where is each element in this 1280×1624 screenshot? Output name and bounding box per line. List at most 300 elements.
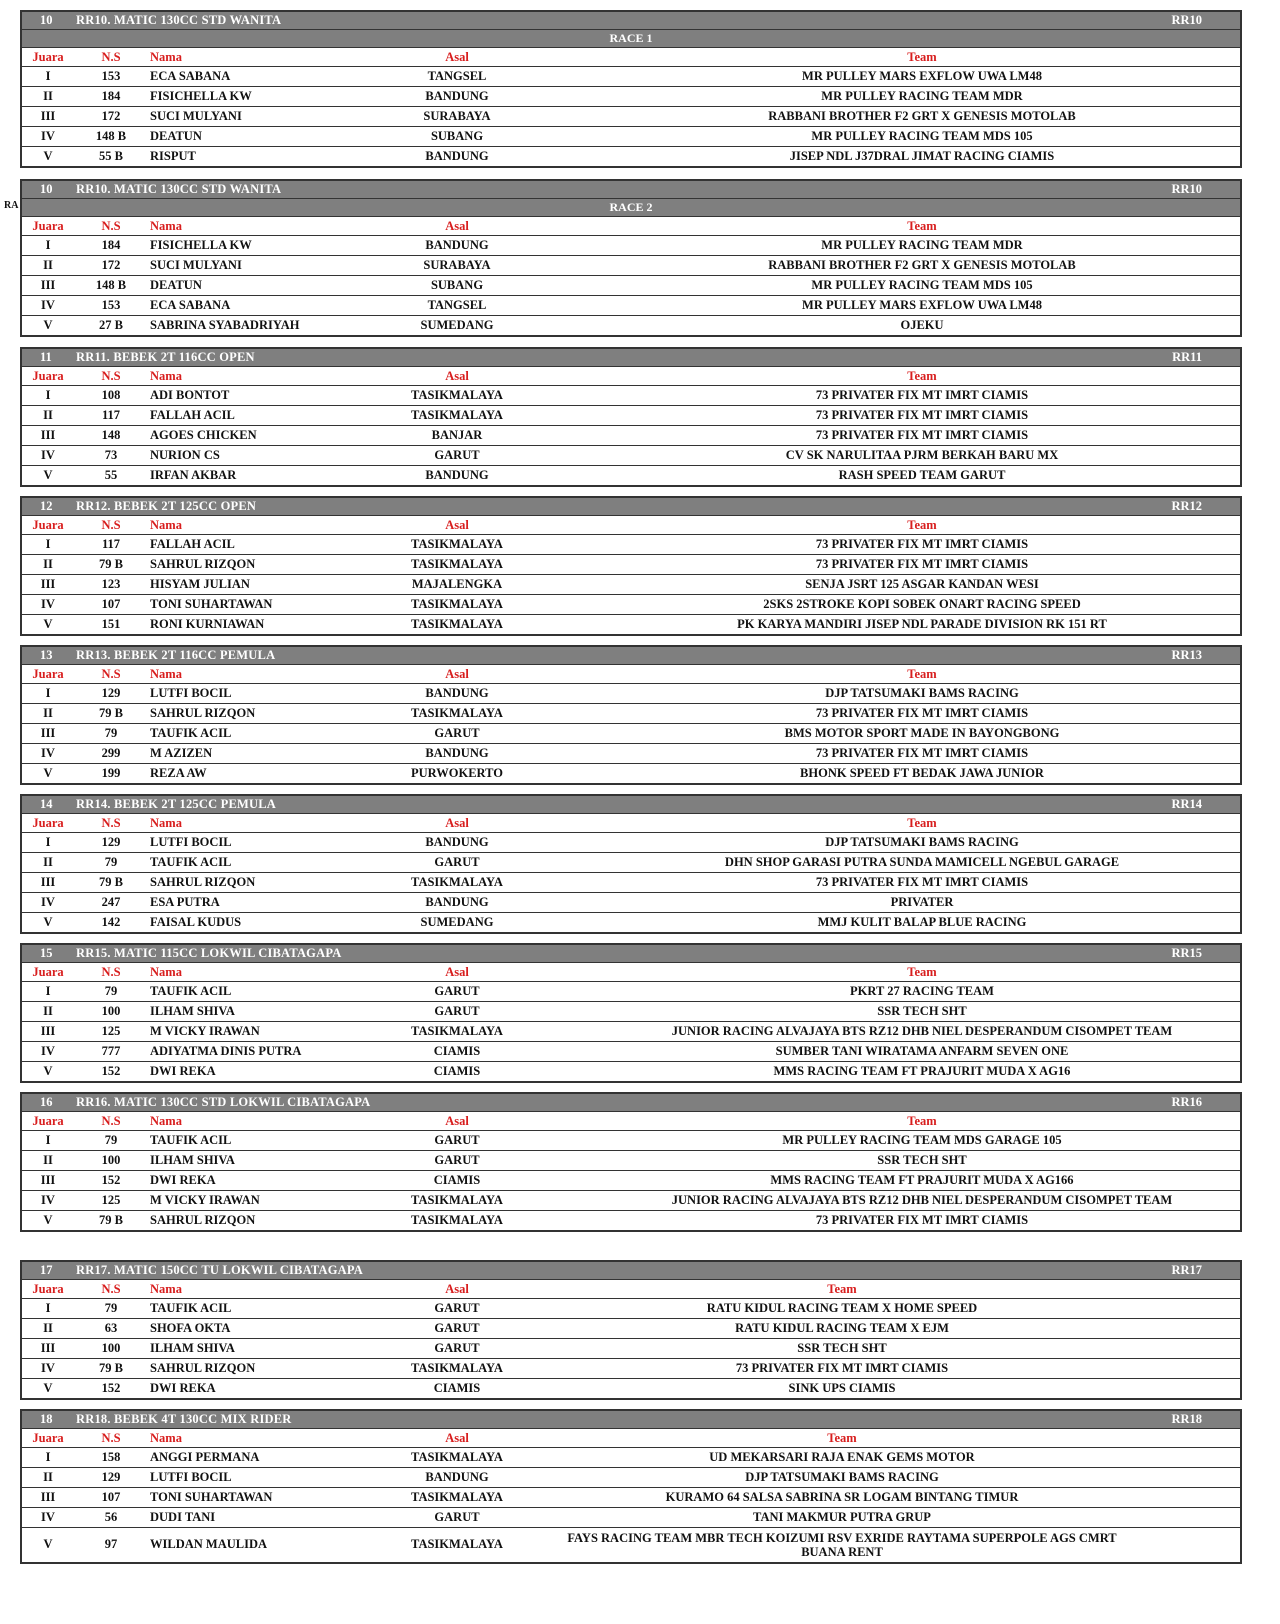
cell-juara: II <box>43 557 53 571</box>
cell-juara: IV <box>41 129 55 143</box>
cell-juara: I <box>45 1450 51 1464</box>
cell-asal: BANDUNG <box>425 746 489 760</box>
table-row <box>22 107 1240 127</box>
cell-asal: SUMEDANG <box>420 318 494 332</box>
col-team: Team <box>907 965 937 979</box>
cell-nama: TAUFIK ACIL <box>150 855 232 869</box>
col-ns: N.S <box>101 369 121 383</box>
col-nama: Nama <box>150 1431 182 1445</box>
cell-asal: GARUT <box>434 1510 480 1524</box>
col-juara: Juara <box>32 965 64 979</box>
cell-team: DJP TATSUMAKI BAMS RACING <box>825 686 1019 700</box>
col-juara: Juara <box>32 50 64 64</box>
cell-team: MMS RACING TEAM FT PRAJURIT MUDA X AG16 <box>773 1064 1071 1078</box>
cell-ns: 184 <box>101 238 121 252</box>
class-code: RR11 <box>1172 350 1202 364</box>
cell-asal: GARUT <box>434 1004 480 1018</box>
cell-nama: AGOES CHICKEN <box>150 428 257 442</box>
cell-juara: I <box>45 835 51 849</box>
col-asal: Asal <box>445 219 469 233</box>
class-code: RR17 <box>1171 1263 1202 1277</box>
col-nama: Nama <box>150 816 182 830</box>
cell-nama: ECA SABANA <box>150 69 231 83</box>
class-code: RR10 <box>1171 182 1202 196</box>
cell-juara: V <box>43 468 53 482</box>
cell-asal: TASIKMALAYA <box>411 706 503 720</box>
cell-nama: TAUFIK ACIL <box>150 726 232 740</box>
cell-ns: 153 <box>101 69 121 83</box>
cell-team: SSR TECH SHT <box>877 1004 967 1018</box>
cell-asal: GARUT <box>434 1301 480 1315</box>
table-row <box>22 1211 1240 1230</box>
cell-asal: CIAMIS <box>433 1044 481 1058</box>
cell-nama: SAHRUL RIZQON <box>150 1213 256 1227</box>
cell-juara: V <box>43 1381 53 1395</box>
cell-nama: TONI SUHARTAWAN <box>150 597 273 611</box>
cell-ns: 100 <box>101 1341 121 1355</box>
table-row <box>22 615 1240 634</box>
cell-asal: TASIKMALAYA <box>411 617 503 631</box>
col-team: Team <box>907 518 937 532</box>
race-block-rr18 <box>20 1409 1242 1564</box>
cell-asal: SUBANG <box>430 278 484 292</box>
cell-team: BHONK SPEED FT BEDAK JAWA JUNIOR <box>800 766 1044 780</box>
table-row <box>22 386 1240 406</box>
cell-asal: SURABAYA <box>423 109 491 123</box>
table-row <box>22 1151 1240 1171</box>
table-row <box>22 982 1240 1002</box>
cell-ns: 97 <box>104 1537 118 1551</box>
cell-asal: TASIKMALAYA <box>411 408 503 422</box>
class-title: RR18. BEBEK 4T 130CC MIX RIDER <box>76 1412 292 1426</box>
column-header-row <box>22 217 1240 236</box>
cell-nama: ILHAM SHIVA <box>150 1153 235 1167</box>
cell-team: PRIVATER <box>890 895 954 909</box>
table-row <box>22 575 1240 595</box>
table-row <box>22 595 1240 615</box>
table-row <box>22 764 1240 783</box>
cell-ns: 27 B <box>99 318 123 332</box>
cell-nama: HISYAM JULIAN <box>150 577 250 591</box>
column-header-row <box>22 963 1240 982</box>
cell-juara: III <box>40 1341 56 1355</box>
col-team: Team <box>827 1431 857 1445</box>
cell-nama: REZA AW <box>150 766 207 780</box>
cell-team: 73 PRIVATER FIX MT IMRT CIAMIS <box>815 388 1029 402</box>
cell-juara: III <box>40 428 56 442</box>
cell-juara: III <box>40 875 56 889</box>
cell-asal: CIAMIS <box>433 1173 481 1187</box>
cell-asal: GARUT <box>434 1341 480 1355</box>
cell-nama: ESA PUTRA <box>150 895 220 909</box>
cell-team: JISEP NDL J37DRAL JIMAT RACING CIAMIS <box>789 149 1055 163</box>
cell-asal: TASIKMALAYA <box>411 1193 503 1207</box>
cell-team: RATU KIDUL RACING TEAM X HOME SPEED <box>706 1301 978 1315</box>
cell-juara: III <box>40 577 56 591</box>
col-nama: Nama <box>150 50 182 64</box>
cell-team: 2SKS 2STROKE KOPI SOBEK ONART RACING SPEED <box>763 597 1081 611</box>
race-label: RACE 1 <box>22 30 1240 48</box>
col-juara: Juara <box>32 816 64 830</box>
col-asal: Asal <box>445 1114 469 1128</box>
table-row <box>22 893 1240 913</box>
cell-nama: RONI KURNIAWAN <box>150 617 265 631</box>
cell-nama: FAISAL KUDUS <box>150 915 242 929</box>
cell-juara: IV <box>41 298 55 312</box>
cell-team: 73 PRIVATER FIX MT IMRT CIAMIS <box>815 1213 1029 1227</box>
cell-team: 73 PRIVATER FIX MT IMRT CIAMIS <box>815 428 1029 442</box>
cell-nama: DEATUN <box>150 129 202 143</box>
table-row <box>22 1448 1240 1468</box>
cell-ns: 158 <box>101 1450 121 1464</box>
cell-nama: DEATUN <box>150 278 202 292</box>
cell-juara: IV <box>41 1510 55 1524</box>
cell-ns: 100 <box>101 1153 121 1167</box>
cell-ns: 123 <box>101 577 121 591</box>
cell-nama: NURION CS <box>150 448 220 462</box>
cell-juara: IV <box>41 1361 55 1375</box>
class-header <box>22 1411 1240 1429</box>
class-code: RR14 <box>1171 797 1202 811</box>
cell-ns: 129 <box>101 835 121 849</box>
cell-team: KURAMO 64 SALSA SABRINA SR LOGAM BINTANG TIMUR <box>665 1490 1019 1504</box>
table-row <box>22 535 1240 555</box>
col-nama: Nama <box>150 1282 182 1296</box>
col-ns: N.S <box>101 50 121 64</box>
cell-team: FAYS RACING TEAM MBR TECH KOIZUMI RSV EXRIDE RAYTAMA SUPERPOLE AGS CMRT BUANA RENT <box>567 1531 1117 1559</box>
cell-asal: SUMEDANG <box>420 915 494 929</box>
cell-juara: II <box>43 1321 53 1335</box>
cell-juara: III <box>40 1024 56 1038</box>
col-ns: N.S <box>101 1114 121 1128</box>
cell-nama: TONI SUHARTAWAN <box>150 1490 273 1504</box>
cell-team: OJEKU <box>900 318 944 332</box>
cell-juara: V <box>43 766 53 780</box>
cell-juara: I <box>45 1133 51 1147</box>
class-title: RR17. MATIC 150CC TU LOKWIL CIBATAGAPA <box>76 1263 364 1277</box>
class-number: 13 <box>40 648 53 662</box>
cell-ns: 79 B <box>99 875 123 889</box>
class-title: RR10. MATIC 130CC STD WANITA <box>76 182 282 196</box>
class-header <box>22 12 1240 30</box>
cell-asal: TASIKMALAYA <box>411 875 503 889</box>
cell-juara: V <box>43 1064 53 1078</box>
col-ns: N.S <box>101 816 121 830</box>
cell-team: CV SK NARULITAA PJRM BERKAH BARU MX <box>785 448 1059 462</box>
table-row <box>22 87 1240 107</box>
cell-asal: GARUT <box>434 726 480 740</box>
cell-ns: 152 <box>101 1064 121 1078</box>
table-row <box>22 1022 1240 1042</box>
cell-ns: 108 <box>101 388 121 402</box>
cell-team: SENJA JSRT 125 ASGAR KANDAN WESI <box>805 577 1039 591</box>
cell-nama: FISICHELLA KW <box>150 238 252 252</box>
cell-asal: BANDUNG <box>425 686 489 700</box>
cell-ns: 79 <box>104 855 118 869</box>
cell-asal: BANJAR <box>431 428 483 442</box>
class-title: RR12. BEBEK 2T 125CC OPEN <box>76 499 257 513</box>
cell-nama: DWI REKA <box>150 1173 216 1187</box>
cell-ns: 153 <box>101 298 121 312</box>
table-row <box>22 256 1240 276</box>
table-row <box>22 426 1240 446</box>
table-row <box>22 913 1240 932</box>
column-header-row <box>22 1280 1240 1299</box>
col-nama: Nama <box>150 667 182 681</box>
col-nama: Nama <box>150 965 182 979</box>
cell-team: RABBANI BROTHER F2 GRT X GENESIS MOTOLAB <box>768 258 1076 272</box>
cell-nama: SABRINA SYABADRIYAH <box>150 318 300 332</box>
cell-team: UD MEKARSARI RAJA ENAK GEMS MOTOR <box>709 1450 975 1464</box>
cell-team: 73 PRIVATER FIX MT IMRT CIAMIS <box>815 557 1029 571</box>
race-block-rr16 <box>20 1092 1242 1232</box>
cell-team: MR PULLEY MARS EXFLOW UWA LM48 <box>802 298 1042 312</box>
cell-juara: V <box>43 149 53 163</box>
cell-asal: TASIKMALAYA <box>411 1450 503 1464</box>
class-code: RR10 <box>1171 13 1202 27</box>
class-number: 17 <box>40 1263 53 1277</box>
table-row <box>22 704 1240 724</box>
table-row <box>22 67 1240 87</box>
col-juara: Juara <box>32 219 64 233</box>
cell-nama: M VICKY IRAWAN <box>150 1024 260 1038</box>
cell-team: MR PULLEY MARS EXFLOW UWA LM48 <box>802 69 1042 83</box>
cell-nama: IRFAN AKBAR <box>150 468 237 482</box>
cell-asal: TASIKMALAYA <box>411 1024 503 1038</box>
cell-ns: 79 <box>104 1301 118 1315</box>
class-number: 10 <box>40 182 53 196</box>
race-block-rr12 <box>20 496 1242 636</box>
cell-ns: 79 B <box>99 1361 123 1375</box>
cell-asal: CIAMIS <box>433 1064 481 1078</box>
table-row <box>22 555 1240 575</box>
cell-team: PK KARYA MANDIRI JISEP NDL PARADE DIVISION RK 151 RT <box>737 617 1107 631</box>
cell-asal: TASIKMALAYA <box>411 388 503 402</box>
cell-ns: 299 <box>101 746 121 760</box>
cell-team: 73 PRIVATER FIX MT IMRT CIAMIS <box>815 706 1029 720</box>
race-block-rr10 <box>20 10 1242 168</box>
cell-juara: IV <box>41 746 55 760</box>
cell-team: 73 PRIVATER FIX MT IMRT CIAMIS <box>815 408 1029 422</box>
cell-ns: 152 <box>101 1381 121 1395</box>
class-header <box>22 796 1240 814</box>
race-label: RACE 2 <box>22 199 1240 217</box>
cell-ns: 79 <box>104 984 118 998</box>
col-ns: N.S <box>101 667 121 681</box>
cell-juara: V <box>43 1537 53 1551</box>
table-row <box>22 1062 1240 1081</box>
col-team: Team <box>827 1282 857 1296</box>
table-row <box>22 1488 1240 1508</box>
class-title: RR16. MATIC 130CC STD LOKWIL CIBATAGAPA <box>76 1095 371 1109</box>
cell-ns: 148 B <box>95 278 127 292</box>
class-number: 16 <box>40 1095 53 1109</box>
cell-team: MR PULLEY RACING TEAM MDR <box>821 89 1023 103</box>
table-row <box>22 1171 1240 1191</box>
cell-team: DJP TATSUMAKI BAMS RACING <box>825 835 1019 849</box>
cell-juara: I <box>45 984 51 998</box>
col-nama: Nama <box>150 518 182 532</box>
cell-team: PKRT 27 RACING TEAM <box>850 984 994 998</box>
column-header-row <box>22 1429 1240 1448</box>
col-asal: Asal <box>445 518 469 532</box>
class-header <box>22 1094 1240 1112</box>
class-title: RR11. BEBEK 2T 116CC OPEN <box>76 350 255 364</box>
cell-juara: IV <box>41 1193 55 1207</box>
col-asal: Asal <box>445 1282 469 1296</box>
cell-nama: DUDI TANI <box>150 1510 216 1524</box>
table-row <box>22 1319 1240 1339</box>
cell-nama: SAHRUL RIZQON <box>150 875 256 889</box>
cell-team: SINK UPS CIAMIS <box>788 1381 896 1395</box>
race-block-rr17 <box>20 1260 1242 1400</box>
cell-asal: GARUT <box>434 1153 480 1167</box>
cell-team: MMS RACING TEAM FT PRAJURIT MUDA X AG166 <box>770 1173 1074 1187</box>
class-header <box>22 498 1240 516</box>
cell-team: 73 PRIVATER FIX MT IMRT CIAMIS <box>815 746 1029 760</box>
table-row <box>22 1359 1240 1379</box>
cell-ns: 148 <box>101 428 121 442</box>
cell-team: MR PULLEY RACING TEAM MDS 105 <box>811 129 1033 143</box>
table-row <box>22 1191 1240 1211</box>
table-row <box>22 684 1240 704</box>
cell-juara: I <box>45 686 51 700</box>
class-code: RR16 <box>1171 1095 1202 1109</box>
table-row <box>22 446 1240 466</box>
cell-asal: BANDUNG <box>425 895 489 909</box>
class-number: 15 <box>40 946 53 960</box>
table-row <box>22 1468 1240 1488</box>
cell-team: RASH SPEED TEAM GARUT <box>838 468 1006 482</box>
class-header <box>22 647 1240 665</box>
cell-team: MR PULLEY RACING TEAM MDR <box>821 238 1023 252</box>
col-juara: Juara <box>32 518 64 532</box>
col-nama: Nama <box>150 369 182 383</box>
cell-juara: IV <box>41 597 55 611</box>
col-asal: Asal <box>445 369 469 383</box>
cell-ns: 100 <box>101 1004 121 1018</box>
column-header-row <box>22 1112 1240 1131</box>
cell-juara: III <box>40 278 56 292</box>
table-row <box>22 316 1240 335</box>
table-row <box>22 853 1240 873</box>
cell-juara: III <box>40 726 56 740</box>
cell-asal: TASIKMALAYA <box>411 557 503 571</box>
col-juara: Juara <box>32 1282 64 1296</box>
cell-asal: TASIKMALAYA <box>411 1361 503 1375</box>
cell-asal: GARUT <box>434 448 480 462</box>
table-row <box>22 406 1240 426</box>
cell-asal: MAJALENGKA <box>411 577 503 591</box>
cell-team: MMJ KULIT BALAP BLUE RACING <box>817 915 1027 929</box>
cell-ns: 79 <box>104 1133 118 1147</box>
cell-juara: IV <box>41 895 55 909</box>
cell-juara: V <box>43 318 53 332</box>
column-header-row <box>22 665 1240 684</box>
cell-ns: 117 <box>101 408 121 422</box>
cell-nama: SAHRUL RIZQON <box>150 557 256 571</box>
cell-nama: SUCI MULYANI <box>150 258 242 272</box>
cell-team: TANI MAKMUR PUTRA GRUP <box>753 1510 931 1524</box>
class-header <box>22 349 1240 367</box>
col-asal: Asal <box>445 50 469 64</box>
cell-team: BMS MOTOR SPORT MADE IN BAYONGBONG <box>784 726 1060 740</box>
class-number: 12 <box>40 499 53 513</box>
class-code: RR13 <box>1171 648 1202 662</box>
cell-juara: II <box>43 89 53 103</box>
cell-asal: TANGSEL <box>427 69 487 83</box>
cell-ns: 125 <box>101 1024 121 1038</box>
table-row <box>22 466 1240 485</box>
race-block-rr14 <box>20 794 1242 934</box>
col-ns: N.S <box>101 965 121 979</box>
cell-juara: I <box>45 1301 51 1315</box>
cell-nama: FISICHELLA KW <box>150 89 252 103</box>
cell-juara: III <box>40 1490 56 1504</box>
cell-ns: 172 <box>101 258 121 272</box>
race-block-rr11 <box>20 347 1242 487</box>
class-number: 18 <box>40 1412 53 1426</box>
class-title: RR13. BEBEK 2T 116CC PEMULA <box>76 648 276 662</box>
col-juara: Juara <box>32 667 64 681</box>
cell-nama: SAHRUL RIZQON <box>150 706 256 720</box>
cell-juara: II <box>43 1153 53 1167</box>
cell-juara: II <box>43 855 53 869</box>
cell-team: DHN SHOP GARASI PUTRA SUNDA MAMICELL NGEBUL GARAGE <box>724 855 1120 869</box>
cell-ns: 184 <box>101 89 121 103</box>
cell-ns: 107 <box>101 597 121 611</box>
cell-asal: TASIKMALAYA <box>411 597 503 611</box>
cell-nama: ECA SABANA <box>150 298 231 312</box>
cell-nama: ADIYATMA DINIS PUTRA <box>150 1044 302 1058</box>
table-row <box>22 1528 1240 1562</box>
cell-juara: III <box>40 1173 56 1187</box>
cell-team: SSR TECH SHT <box>877 1153 967 1167</box>
class-code: RR18 <box>1171 1412 1202 1426</box>
table-row <box>22 1131 1240 1151</box>
cell-ns: 151 <box>101 617 121 631</box>
cell-nama: ANGGI PERMANA <box>150 1450 260 1464</box>
table-row <box>22 147 1240 166</box>
cell-team: RATU KIDUL RACING TEAM X EJM <box>735 1321 949 1335</box>
table-row <box>22 1339 1240 1359</box>
cell-asal: TASIKMALAYA <box>411 1490 503 1504</box>
class-code: RR12 <box>1171 499 1202 513</box>
race-block-rr13 <box>20 645 1242 785</box>
cell-nama: RISPUT <box>150 149 196 163</box>
race-block-rr10 <box>20 179 1242 337</box>
cell-team: MR PULLEY RACING TEAM MDS 105 <box>811 278 1033 292</box>
cell-nama: TAUFIK ACIL <box>150 1133 232 1147</box>
cell-nama: FALLAH ACIL <box>150 408 235 422</box>
cell-team: 73 PRIVATER FIX MT IMRT CIAMIS <box>735 1361 949 1375</box>
col-ns: N.S <box>101 518 121 532</box>
cell-ns: 148 B <box>95 129 127 143</box>
column-header-row <box>22 516 1240 535</box>
col-team: Team <box>907 369 937 383</box>
class-number: 11 <box>40 350 52 364</box>
col-team: Team <box>907 667 937 681</box>
class-title: RR14. BEBEK 2T 125CC PEMULA <box>76 797 276 811</box>
col-ns: N.S <box>101 219 121 233</box>
cell-asal: GARUT <box>434 1133 480 1147</box>
cell-asal: GARUT <box>434 984 480 998</box>
cell-ns: 79 B <box>99 706 123 720</box>
cell-nama: DWI REKA <box>150 1064 216 1078</box>
cell-ns: 117 <box>101 537 121 551</box>
cell-ns: 129 <box>101 686 121 700</box>
cell-nama: M AZIZEN <box>150 746 213 760</box>
